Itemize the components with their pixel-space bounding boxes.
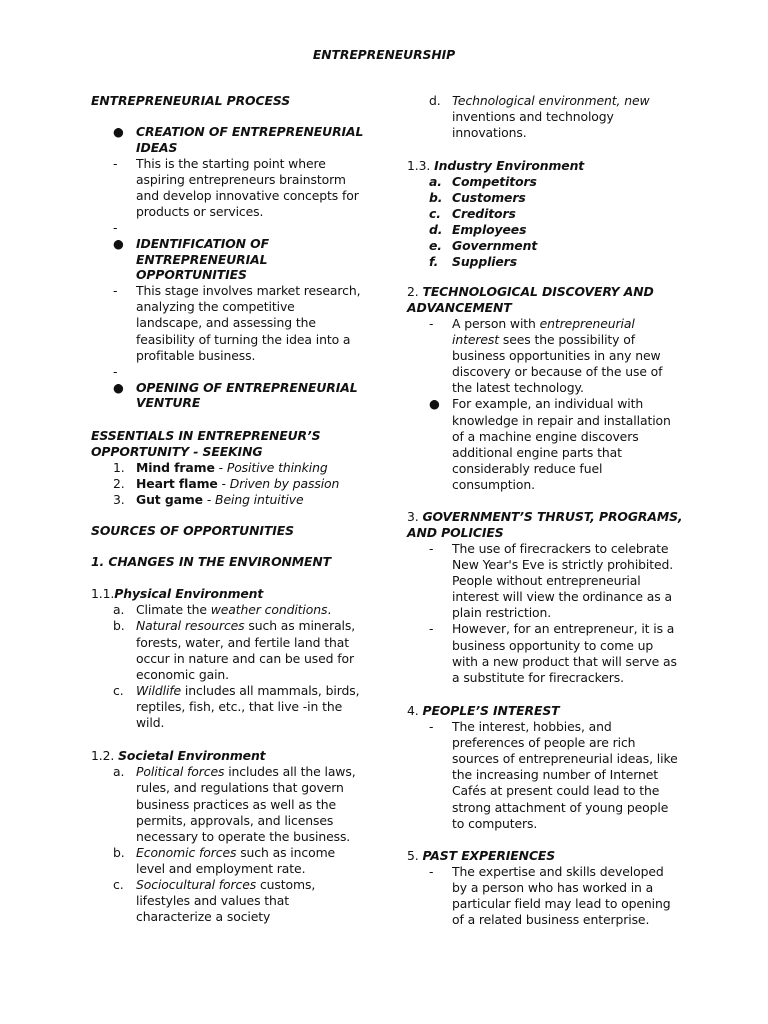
text-run: customs,	[256, 877, 316, 892]
text-run: lifestyles and values that	[136, 893, 290, 909]
tech-discovery-line	[452, 396, 643, 412]
text-run: Cafés at present could lead to the	[452, 783, 660, 799]
item-letter: b.	[113, 618, 125, 634]
subsection-number: 1.3.	[407, 158, 435, 173]
page-title: ENTREPRENEURSHIP	[312, 47, 456, 62]
tech-env-line	[452, 125, 527, 141]
subsection-heading	[91, 586, 263, 602]
text-run: Economic forces	[136, 844, 237, 860]
text-run: sources of entrepreneurial ideas, like	[452, 751, 678, 767]
item-letter: c.	[113, 877, 124, 892]
essential-ital: Driven by passion	[229, 475, 340, 491]
process-step-title: OPPORTUNITIES	[136, 267, 247, 283]
text-run: The interest, hobbies, and	[452, 718, 612, 734]
section-title: GOVERNMENT’S THRUST, PROGRAMS,	[422, 509, 683, 524]
text-run: Climate the	[136, 602, 211, 618]
past-experiences-line	[452, 896, 671, 912]
list-number: 1.	[113, 459, 125, 475]
industry-item: Suppliers	[452, 254, 517, 270]
peoples-interest-heading	[407, 703, 560, 719]
process-step-desc: products or services.	[136, 203, 264, 219]
text-run: additional engine parts that	[452, 444, 622, 460]
bullet-icon: ●	[113, 379, 124, 395]
text-run: such as minerals,	[244, 618, 356, 634]
subsection-number: 1.2.	[91, 748, 119, 763]
bullet-icon: ●	[113, 235, 124, 251]
text-run: People without entrepreneurial	[452, 572, 641, 588]
industry-letter: a.	[429, 174, 442, 190]
dash-marker: -	[429, 863, 434, 879]
text-run: Sociocultural forces	[136, 877, 257, 892]
text-run: forests, water, and fertile land that	[136, 634, 350, 650]
physical-item-line	[136, 715, 164, 731]
changes-heading: 1. CHANGES IN THE ENVIRONMENT	[91, 554, 332, 569]
industry-item: Customers	[452, 190, 526, 206]
process-step-desc: This stage involves market research,	[136, 283, 361, 299]
industry-letter: f.	[429, 254, 439, 270]
societal-item-line	[136, 893, 289, 909]
text-run: interest will view the ordinance as a	[452, 589, 672, 605]
text-run: business opportunities in any new	[452, 347, 661, 363]
subsection-heading	[91, 748, 265, 764]
process-step-title: IDEAS	[136, 139, 178, 155]
text-run: Natural resources	[136, 618, 245, 634]
tech-discovery-line	[452, 413, 671, 429]
tech-discovery-line	[452, 332, 635, 348]
societal-item-line	[136, 813, 333, 829]
text-run: However, for an entrepreneur, it is a	[452, 621, 675, 637]
subsection-title: Physical Environment	[114, 586, 264, 601]
text-run: .	[327, 602, 332, 618]
tech-discovery-line	[452, 380, 584, 396]
government-line	[452, 605, 551, 621]
essential-sep: -	[202, 492, 216, 508]
peoples-interest-line	[452, 767, 658, 783]
text-run: wild.	[136, 715, 165, 730]
physical-item-line	[136, 699, 342, 715]
text-run: For example, an individual with	[452, 396, 644, 412]
essential-sep: -	[214, 459, 227, 475]
text-run: The expertise and skills developed	[452, 863, 664, 879]
text-run: interest	[452, 331, 500, 347]
industry-heading	[407, 158, 584, 174]
section-number: 5.	[407, 848, 423, 863]
text-run: discovery or because of the use of	[452, 364, 663, 380]
text-run: such as income	[236, 844, 336, 860]
item-letter: d.	[429, 93, 441, 108]
dash-marker: -	[113, 283, 118, 299]
industry-letter: d.	[429, 222, 443, 238]
item-letter: a.	[113, 602, 125, 618]
process-step-desc: aspiring entrepreneurs brainstorm	[136, 171, 346, 187]
societal-item-line	[136, 797, 336, 813]
text-run: includes all mammals, birds,	[181, 682, 360, 698]
government-line	[452, 638, 653, 654]
section-title: ADVANCEMENT	[407, 299, 512, 315]
tech-discovery-heading	[407, 284, 654, 300]
government-line	[452, 621, 674, 637]
government-line	[452, 573, 641, 589]
list-number: 3.	[113, 492, 125, 508]
societal-item-line	[136, 877, 315, 893]
text-run: Technological environment, new	[452, 93, 650, 108]
process-step-title: VENTURE	[136, 395, 201, 411]
tech-discovery-line	[452, 316, 635, 332]
past-experiences-line	[452, 864, 664, 880]
subsection-title: Industry Environment	[434, 158, 585, 173]
section-title: AND POLICIES	[407, 524, 504, 540]
industry-item: Government	[452, 238, 538, 254]
industry-letter: b.	[429, 190, 443, 206]
section-number: 4.	[407, 703, 423, 718]
text-run: of a related business enterprise.	[452, 912, 650, 928]
physical-item-line	[136, 667, 229, 683]
item-letter: b.	[113, 844, 125, 860]
text-run: particular field may lead to opening	[452, 896, 671, 912]
process-step-title: CREATION OF ENTREPRENEURIAL	[136, 124, 364, 139]
text-run: Wildlife	[136, 682, 182, 698]
text-run: considerably reduce fuel	[452, 460, 603, 476]
text-run: business opportunity to come up	[452, 637, 654, 653]
peoples-interest-line	[452, 719, 612, 735]
peoples-interest-line	[452, 800, 668, 816]
government-heading	[407, 525, 504, 541]
peoples-interest-line	[452, 783, 659, 799]
physical-item-line	[136, 618, 355, 634]
text-run: plain restriction.	[452, 605, 552, 621]
peoples-interest-line	[452, 751, 678, 767]
text-run: strong attachment of young people	[452, 799, 669, 815]
text-run: the increasing number of Internet	[452, 767, 659, 783]
government-heading	[407, 509, 683, 525]
dash-marker: -	[113, 363, 118, 379]
tech-discovery-line	[452, 445, 622, 461]
essential-bold: Gut game	[136, 492, 203, 508]
physical-item-line	[136, 651, 354, 667]
physical-item-line	[136, 635, 349, 651]
essential-ital: Positive thinking	[226, 459, 328, 475]
process-step-title: OPENING OF ENTREPRENEURIAL	[136, 379, 358, 395]
tech-env-line	[452, 93, 650, 109]
societal-item-line	[136, 829, 350, 845]
essentials-heading: ESSENTIALS IN ENTREPRENEUR’S	[91, 428, 321, 443]
text-run: characterize a society	[136, 909, 271, 925]
industry-item: Creditors	[452, 206, 516, 222]
bullet-icon: ●	[429, 396, 440, 412]
peoples-interest-line	[452, 735, 635, 751]
essential-bold: Mind frame	[136, 459, 215, 475]
subsection-number: 1.1.	[91, 586, 115, 601]
essential-bold: Heart flame	[136, 475, 218, 491]
dash-marker: -	[113, 220, 118, 235]
process-step-title: IDENTIFICATION OF	[136, 235, 269, 251]
essential-item	[136, 492, 303, 508]
process-step-desc: This is the starting point where	[136, 155, 326, 171]
text-run: knowledge in repair and installation	[452, 412, 671, 428]
industry-letter: c.	[429, 206, 441, 222]
peoples-interest-line	[452, 816, 537, 832]
process-step-title: ENTREPRENEURIAL	[136, 251, 268, 267]
text-run: sees the possibility of	[499, 331, 635, 347]
essential-sep: -	[217, 475, 230, 491]
essential-ital: Being intuitive	[215, 492, 304, 508]
text-run: reptiles, fish, etc., that live -in the	[136, 698, 343, 714]
process-step-desc: profitable business.	[136, 347, 256, 363]
dash-marker: -	[429, 621, 434, 637]
text-run: of a machine engine discovers	[452, 428, 639, 444]
section-title: PAST EXPERIENCES	[422, 848, 556, 863]
text-run: A person with	[452, 315, 540, 331]
process-step-desc: landscape, and assessing the	[136, 315, 316, 331]
tech-discovery-line	[452, 477, 535, 493]
dash-marker: -	[429, 540, 434, 556]
tech-discovery-line	[452, 461, 602, 477]
past-experiences-line	[452, 880, 653, 896]
text-run: necessary to operate the business.	[136, 828, 351, 844]
text-run: occur in nature and can be used for	[136, 650, 355, 666]
text-run: New Year's Eve is strictly prohibited.	[452, 556, 674, 572]
text-run: preferences of people are rich	[452, 734, 636, 750]
item-letter: c.	[113, 682, 124, 698]
list-number: 2.	[113, 475, 125, 491]
societal-item-line	[136, 909, 270, 925]
process-step-desc: and develop innovative concepts for	[136, 187, 359, 203]
dash-marker: -	[429, 315, 434, 331]
government-line	[452, 654, 677, 670]
essentials-heading: OPPORTUNITY - SEEKING	[91, 443, 263, 459]
tech-discovery-line	[452, 429, 639, 445]
past-experiences-heading	[407, 848, 555, 864]
text-run: with a new product that will serve as	[452, 653, 677, 669]
text-run: inventions and technology	[452, 109, 614, 125]
text-run: a substitute for firecrackers.	[452, 669, 624, 685]
societal-item-line	[136, 861, 305, 877]
subsection-title: Societal Environment	[118, 748, 266, 763]
section-title: PEOPLE’S INTEREST	[422, 703, 560, 718]
industry-item: Competitors	[452, 174, 537, 190]
physical-item-line	[136, 683, 359, 699]
essential-item	[136, 460, 328, 476]
societal-item-line	[136, 845, 335, 861]
tech-discovery-line	[452, 348, 661, 364]
tech-discovery-heading	[407, 300, 512, 316]
text-run: business practices as well as the	[136, 796, 337, 812]
text-run: The use of firecrackers to celebrate	[452, 540, 669, 556]
text-run: innovations.	[452, 125, 527, 141]
text-run: the latest technology.	[452, 380, 584, 396]
text-run: permits, approvals, and licenses	[136, 812, 334, 828]
text-run: weather conditions	[210, 602, 328, 618]
text-run: entrepreneurial	[539, 315, 635, 331]
societal-item-line	[136, 780, 344, 796]
government-line	[452, 541, 668, 557]
physical-item-line	[136, 602, 331, 618]
process-step-desc: analyzing the competitive	[136, 299, 295, 315]
bullet-icon: ●	[113, 124, 124, 139]
dash-marker: -	[429, 718, 434, 734]
text-run: economic gain.	[136, 666, 230, 682]
process-heading: ENTREPRENEURIAL PROCESS	[91, 93, 291, 108]
text-run: level and employment rate.	[136, 860, 306, 876]
tech-env-line	[452, 109, 614, 125]
government-line	[452, 557, 673, 573]
text-run: rules, and regulations that govern	[136, 780, 344, 796]
item-letter: a.	[113, 764, 125, 780]
dash-marker: -	[113, 155, 118, 171]
section-number: 3.	[407, 509, 423, 524]
process-step-desc: feasibility of turning the idea into a	[136, 331, 351, 347]
tech-discovery-line	[452, 364, 662, 380]
section-number: 2.	[407, 284, 423, 299]
text-run: to computers.	[452, 815, 538, 831]
text-run: Political forces	[136, 764, 225, 780]
text-run: consumption.	[452, 477, 535, 493]
societal-item-line	[136, 764, 356, 780]
past-experiences-line	[452, 912, 649, 928]
sources-heading: SOURCES OF OPPORTUNITIES	[91, 523, 294, 538]
text-run: by a person who has worked in a	[452, 879, 654, 895]
government-line	[452, 670, 624, 686]
text-run: includes all the laws,	[224, 764, 356, 780]
industry-letter: e.	[429, 238, 442, 254]
essential-item	[136, 476, 339, 492]
government-line	[452, 589, 672, 605]
industry-item: Employees	[452, 222, 527, 238]
section-title: TECHNOLOGICAL DISCOVERY AND	[422, 284, 654, 299]
